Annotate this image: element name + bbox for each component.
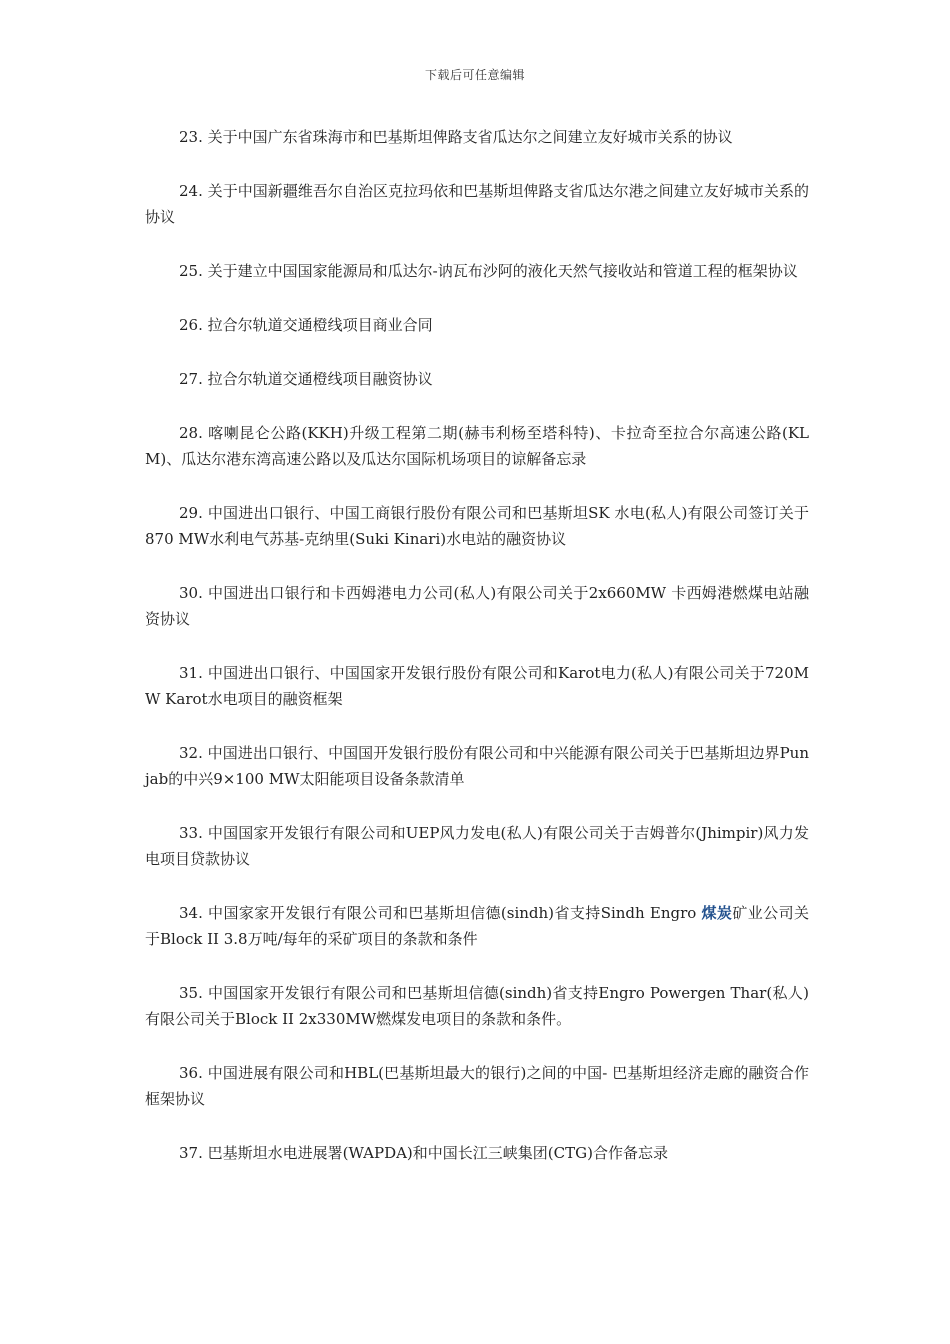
coal-keyword-link[interactable]: 煤炭 [701, 904, 733, 922]
list-item: 23. 关于中国广东省珠海市和巴基斯坦俾路支省瓜达尔之间建立友好城市关系的协议 [179, 128, 733, 146]
list-item: 37. 巴基斯坦水电进展署(WAPDA)和中国长江三峡集团(CTG)合作备忘录 [179, 1144, 668, 1162]
list-item: 24. 关于中国新疆维吾尔自治区克拉玛依和巴基斯坦俾路支省瓜达尔港之间建立友好城市关系的协议 [145, 182, 809, 226]
list-item: 30. 中国进出口银行和卡西姆港电力公司(私人)有限公司关于2x660MW 卡西姆港燃煤电站融资协议 [145, 584, 809, 628]
list-item: 33. 中国国家开发银行有限公司和UEP风力发电(私人)有限公司关于吉姆普尔(Jhimpir)风力发电项目贷款协议 [145, 824, 809, 868]
list-item: 28. 喀喇昆仑公路(KKH)升级工程第二期(赫韦利杨至塔科特)、卡拉奇至拉合尔高速公路(KLM)、瓜达尔港东湾高速公路以及瓜达尔国际机场项目的谅解备忘录 [145, 424, 809, 468]
list-item: 32. 中国进出口银行、中国国开发银行股份有限公司和中兴能源有限公司关于巴基斯坦边界Punjab的中兴9×100 MW太阳能项目设备条款清单 [145, 744, 809, 788]
list-item: 36. 中国进展有限公司和HBL(巴基斯坦最大的银行)之间的中国- 巴基斯坦经济走廊的融资合作框架协议 [145, 1064, 809, 1108]
list-item: 31. 中国进出口银行、中国国家开发银行股份有限公司和Karot电力(私人)有限公司关于720MW Karot水电项目的融资框架 [145, 664, 809, 708]
page-header: 下载后可任意编辑 [424, 68, 525, 82]
list-item: 35. 中国国家开发银行有限公司和巴基斯坦信德(sindh)省支持Engro Powergen Thar(私人)有限公司关于Block II 2x330MW燃煤发电项目的条款和条件。 [145, 984, 809, 1028]
list-item: 29. 中国进出口银行、中国工商银行股份有限公司和巴基斯坦SK 水电(私人)有限公司签订关于870 MW水利电气苏基-克纳里(Suki Kinari)水电站的融资协议 [145, 504, 809, 548]
list-item [145, 900, 809, 952]
list-item: 27. 拉合尔轨道交通橙线项目融资协议 [179, 370, 433, 388]
list-item-text-before: 34. 中国家家开发银行有限公司和巴基斯坦信德(sindh)省支持Sindh Engro [179, 904, 702, 922]
list-item: 26. 拉合尔轨道交通橙线项目商业合同 [179, 316, 433, 334]
agreement-list [145, 124, 809, 1194]
list-item: 25. 关于建立中国国家能源局和瓜达尔-讷瓦布沙阿的液化天然气接收站和管道工程的框架协议 [179, 262, 798, 280]
list-item-text-after: 矿业公司关于Block II 3.8万吨/每年的采矿项目的条款和条件 [145, 904, 809, 948]
